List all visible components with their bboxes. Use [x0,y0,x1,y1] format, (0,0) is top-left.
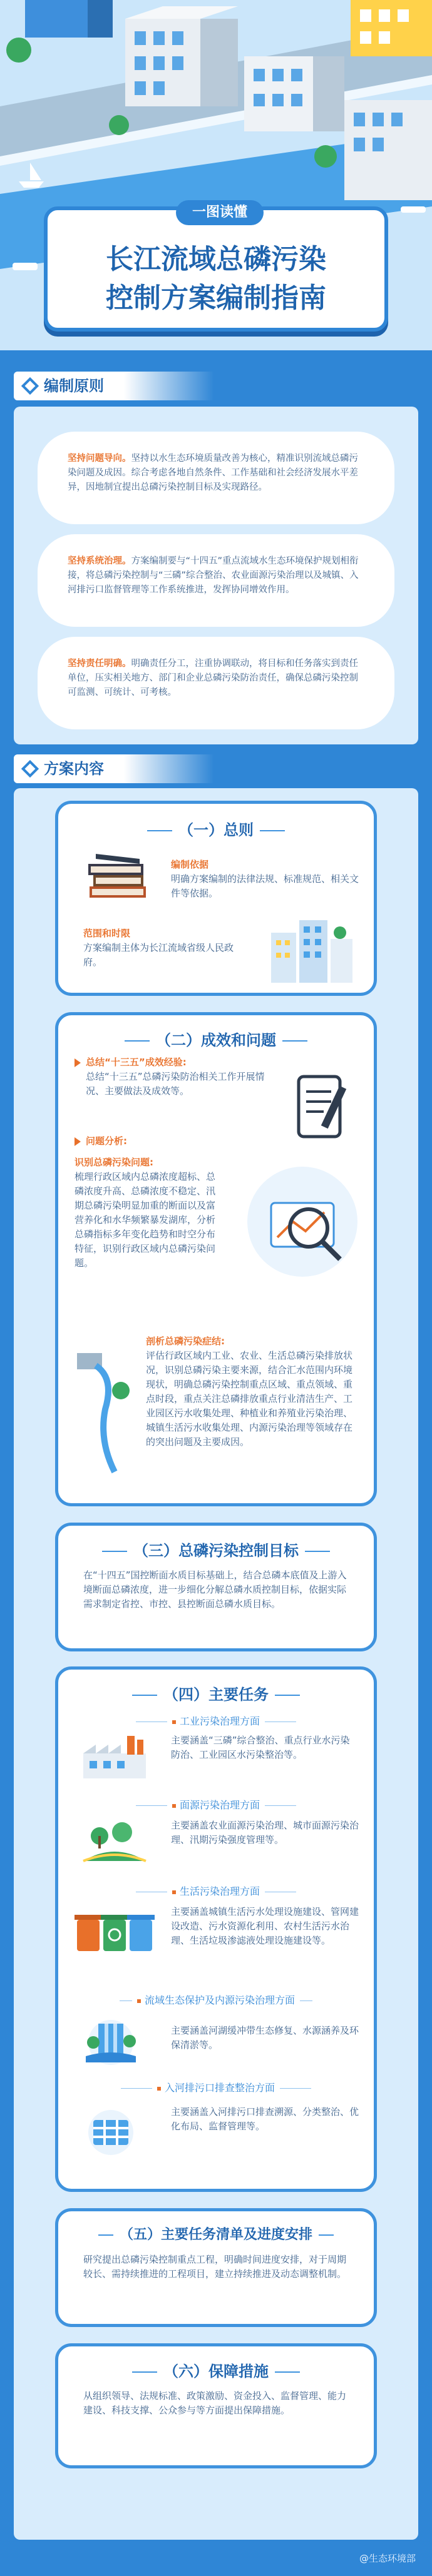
task-head-domestic: 生活污染治理方面 [58,1884,374,1898]
section-heading-content [14,754,214,783]
scope-text: 方案编制主体为长江流域省级人民政府。 [83,942,234,968]
cause-block [146,1334,359,1449]
card-safeguards [55,2343,377,2468]
title-line-2: 控制方案编制指南 [106,282,326,314]
card-general-principles [55,801,377,996]
task-text-ecology: 主要涵盖河湖缓冲带生态修复、水源涵养及环保清淤等。 [171,2025,359,2051]
task-head-outfall: 入河排污口排查整治方面 [58,2080,374,2094]
diamond-icon [21,760,39,778]
targets-text: 在“十四五”国控断面水质目标基础上，结合总磷本底值及上游入境断面总磷浓度，进一步细化分解总磷水质控制目标，依据实际需求制定省控、市控、县控断面总磷水质目标。 [83,1569,347,1610]
card-title: （六）保障措施 [58,2359,374,2381]
identify-label: 识别总磷污染问题: [75,1157,153,1168]
card-task-list-schedule [55,2208,377,2327]
card-title: （五）主要任务清单及进度安排 [58,2224,374,2243]
card-title: （四）主要任务 [58,1682,374,1704]
triangle-bullet-icon [75,1058,81,1067]
schedule-text: 研究提出总磷污染控制重点工程，明确时间进度安排，对于周期较长、需持续推进的工程项目，建立持续推进及动态调整机制。 [83,2254,347,2279]
task-head-industry: 工业污染治理方面 [58,1713,374,1728]
recycle-bins-icon [73,1907,155,1960]
summary-text: 总结“十三五”总磷污染防治相关工作开展情况、主要做法及成效等。 [86,1071,265,1097]
footer-credit: @生态环境部 [359,2553,416,2564]
principle-head: 坚持责任明确。 [68,659,131,669]
principle-body: 坚持以水生态环境质量改善为核心，精准识别流域总磷污染问题及成因。综合考虑各地自然条件、工作基础和社会经济发展水平差异，因地制宜提出总磷污染控制目标及实现路径。 [68,454,358,492]
title-card [44,206,388,332]
identify-text: 梳理行政区域内总磷浓度超标、总磷浓度升高、总磷浓度不稳定、汛期总磷污染明显加重的断面以及富营养化和水华频繁暴发湖库，分析总磷指标多年变化趋势和时空分布特征，识别行政区域内总磷污染问题。 [75,1171,216,1269]
scope-label: 范围和时限 [83,928,131,939]
waterfall-icon [80,2017,142,2070]
identify-block [75,1155,219,1270]
diamond-icon [21,377,39,395]
card-achievements-problems [55,1012,377,1506]
basis-block [171,858,359,901]
pipe-outfall-icon [71,1341,140,1481]
cause-label: 剖析总磷污染症结: [146,1336,225,1347]
card-title: （二）成效和问题 [58,1028,374,1050]
principle-card-3 [38,637,394,729]
principle-card-1 [38,432,394,524]
factory-icon [77,1732,152,1785]
farmland-icon [77,1817,152,1870]
title-tag: 一图读懂 [176,200,264,225]
basis-text: 明确方案编制的法律法规、标准规范、相关文件等依据。 [171,873,359,899]
title-line-1: 长江流域总磷污染 [106,243,326,275]
section-heading-text: 编制原则 [44,377,104,395]
summary-block [75,1055,281,1098]
summary-label: 总结“十三五”成效经验: [75,1055,281,1070]
card-title: （三）总磷污染控制目标 [58,1538,374,1560]
card-main-tasks [55,1666,377,2192]
task-text-industry: 主要涵盖“三磷”综合整治、重点行业水污染防治、工业园区水污染整治等。 [171,1735,350,1760]
principle-body: 明确责任分工，注重协调联动，将目标和任务落实到责任单位，压实相关地方、部门和企业总磷污染防治责任，确保总磷污染控制可监测、可统计、可考核。 [68,659,358,697]
safeguards-text: 从组织领导、法规标准、政策激励、资金投入、监督管理、能力建设、科技支撑、公众参与等方面提出保障措施。 [83,2390,347,2416]
drain-outlet-icon [80,2107,142,2160]
principle-body: 方案编制要与“十四五”重点流域水生态环境保护规划相衔接，将总磷污染控制与“三磷”综合整治、农业面源污染治理以及城镇、入河排污口监督管理等工作系统推进，发挥协同增效作用。 [68,556,359,595]
scope-block [83,926,246,970]
books-icon [83,854,152,906]
cause-text: 评估行政区域内工业、农业、生活总磷污染排放状况，识别总磷污染主要来源，结合汇水范围内环境现状，明确总磷污染控制重点区域、重点领域、重点时段，重点关注总磷排放重点行业清洁生产、工业园区污水收集处理、种植业和养殖业污染治理、城镇生活污水收集处理、内源污染治理等领域存在的突出问题及主要成因。 [146,1350,353,1448]
principle-head: 坚持问题导向。 [68,454,131,464]
section-heading-principles [14,372,214,400]
page-title [48,240,384,318]
section-heading-text: 方案内容 [44,760,104,778]
problem-label: 问题分析: [75,1134,350,1149]
triangle-bullet-icon [75,1137,81,1146]
basis-label: 编制依据 [171,859,209,870]
task-head-nonpoint: 面源污染治理方面 [58,1797,374,1812]
principle-card-2 [38,534,394,627]
task-text-outfall: 主要涵盖入河排污口排查溯源、分类整治、优化布局、监督管理等。 [171,2106,359,2132]
task-text-domestic: 主要涵盖城镇生活污水处理设施建设、管网建设改造、污水资源化利用、农村生活污水治理、生活垃圾渗滤液处理设施建设等。 [171,1906,359,1946]
city-buildings-icon [265,914,359,985]
task-head-ecology: 流域生态保护及内源污染治理方面 [58,1992,374,2007]
notepad-pen-icon [292,1073,355,1144]
problem-block [75,1134,350,1149]
task-text-nonpoint: 主要涵盖农业面源污染治理、城市面源污染治理、汛期污染强度管理等。 [171,1820,359,1845]
card-title: （一）总则 [58,818,374,839]
principle-head: 坚持系统治理。 [68,556,131,566]
card-control-targets [55,1523,377,1651]
magnifier-chart-icon [234,1153,365,1306]
